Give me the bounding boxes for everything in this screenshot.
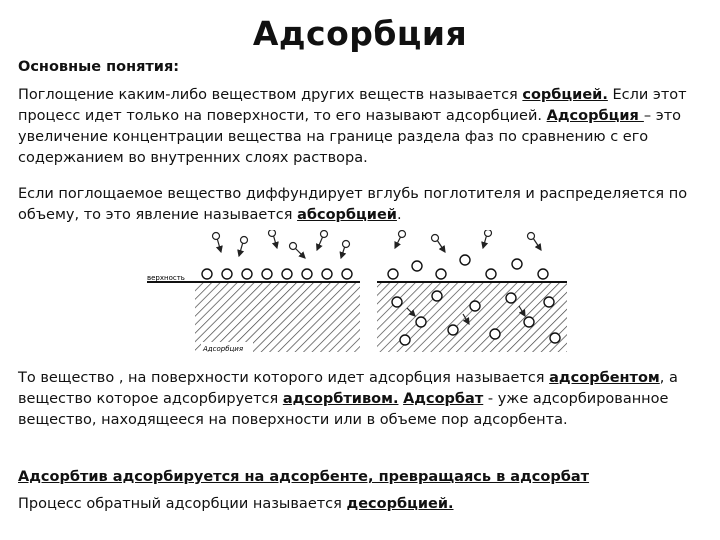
surface-label: верхность: [147, 274, 185, 282]
molecule: [506, 293, 516, 303]
molecule: [550, 333, 560, 343]
paragraph-absorption: [18, 184, 708, 226]
molecule: [470, 301, 480, 311]
molecule: [486, 269, 496, 279]
text-run: , а вещество которое адсорбируется: [18, 370, 678, 407]
molecule: [460, 255, 470, 265]
molecule: [412, 261, 422, 271]
molecule: [400, 335, 410, 345]
incoming-molecules: [213, 230, 350, 258]
text-run: – это увеличение концентрации вещества на границе раздела фаз по сравнению с его содержанием во внутренних слоях раствора.: [18, 108, 682, 166]
molecule: [242, 269, 252, 279]
molecule: [512, 259, 522, 269]
term-desorption: десорбцией.: [346, 496, 454, 512]
molecule: [416, 317, 426, 327]
term-adsorbate: Адсорбат: [403, 391, 484, 407]
term-absorption: абсорбцией: [297, 207, 397, 223]
molecule: [436, 269, 446, 279]
absorption-panel: [377, 230, 567, 352]
adsorbed-molecules: [202, 269, 352, 279]
adsorption-panel: [147, 230, 360, 353]
text-run: Если поглощаемое вещество диффундирует вглубь поглотителя и распределяется по объему, то это явление называется: [18, 186, 688, 223]
term-adsorptive: адсорбтивом.: [282, 391, 399, 407]
molecule: [392, 297, 402, 307]
subheading: Основные понятия:: [18, 59, 180, 75]
molecule: [202, 269, 212, 279]
molecule: [322, 269, 332, 279]
surface-molecules: [388, 255, 548, 279]
paragraph-desorption: [18, 494, 708, 515]
text-run: - уже адсорбированное вещество, находящееся на поверхности или в объеме пор адсорбента.: [18, 391, 669, 428]
molecule: [302, 269, 312, 279]
molecule: [538, 269, 548, 279]
molecule: [490, 329, 500, 339]
term-adsorption: Адсорбция: [546, 108, 644, 124]
paragraph-adsorbent: [18, 368, 708, 431]
molecule: [448, 325, 458, 335]
text-run: Процесс обратный адсорбции называется: [18, 496, 347, 512]
molecule: [544, 297, 554, 307]
summary-sentence: Адсорбтив адсорбируется на адсорбенте, превращаясь в адсорбат: [18, 469, 590, 485]
adsorption-absorption-figure: [145, 230, 575, 360]
molecule: [432, 291, 442, 301]
molecule: [342, 269, 352, 279]
molecule: [388, 269, 398, 279]
molecule: [262, 269, 272, 279]
text-run: Если этот процесс идет только на поверхности, то его называют адсорбцией.: [18, 87, 687, 124]
term-adsorbent: адсорбентом: [549, 370, 660, 386]
molecule: [282, 269, 292, 279]
paragraph-sorption: [18, 85, 708, 169]
molecule: [222, 269, 232, 279]
page-title: Адсорбция: [252, 14, 468, 53]
term-sorption: сорбцией.: [522, 87, 608, 103]
molecule: [524, 317, 534, 327]
text-run: То вещество , на поверхности которого идет адсорбция называется: [18, 370, 550, 386]
adsorption-caption: Адсорбция: [203, 345, 244, 353]
adsorbent-body: [195, 282, 360, 352]
text-run: Поглощение каким-либо веществом других веществ называется: [18, 87, 523, 103]
text-run: .: [396, 207, 402, 223]
